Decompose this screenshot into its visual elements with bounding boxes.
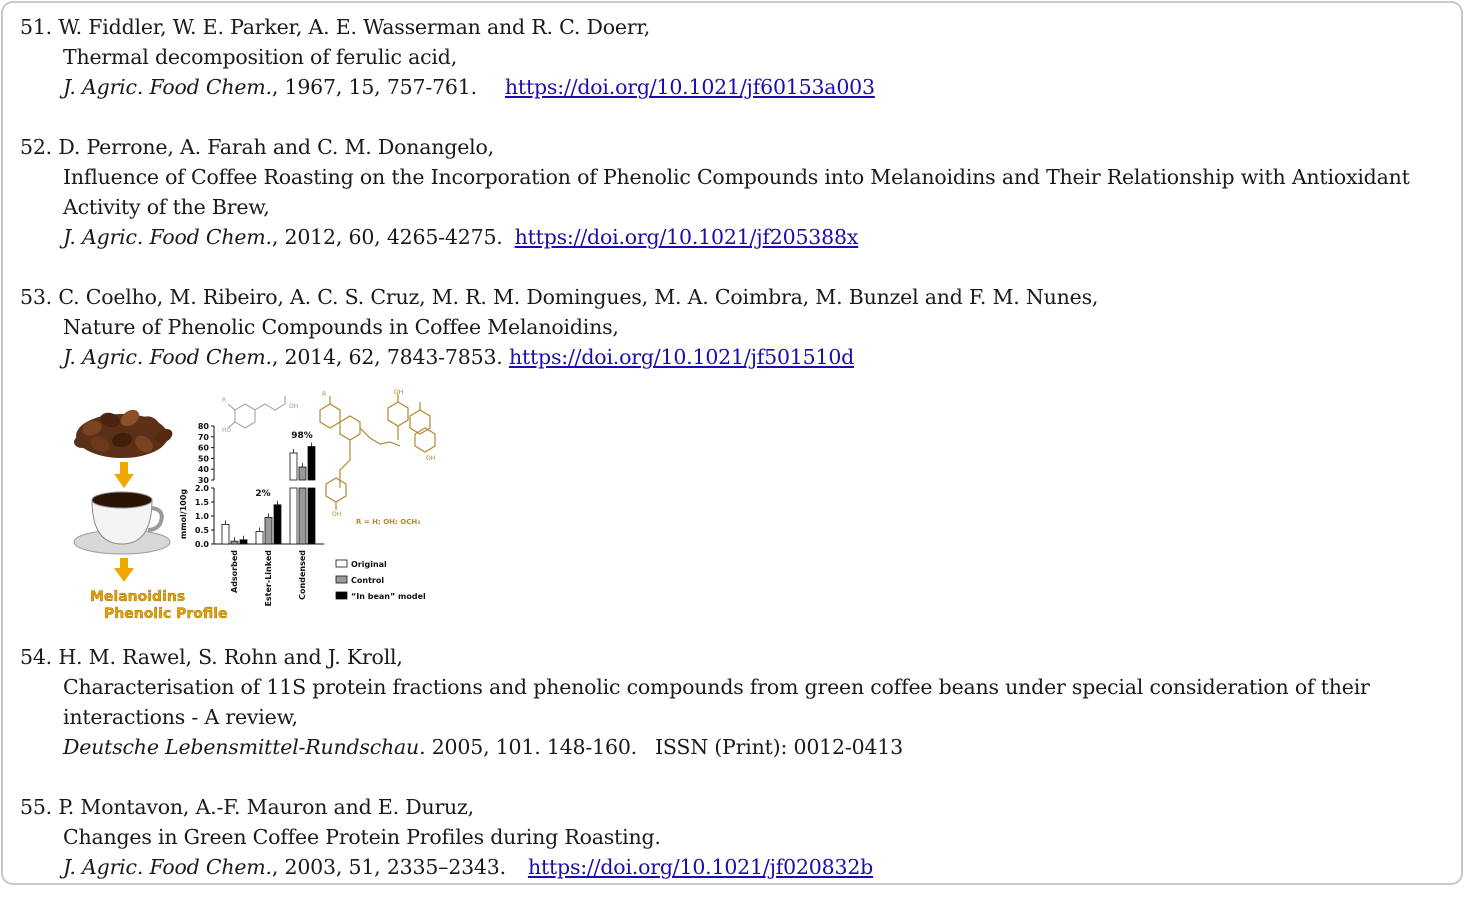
ref-authors: H. M. Rawel, S. Rohn and J. Kroll, (58, 645, 403, 669)
tick-label: 60 (197, 443, 209, 453)
reference-55 (20, 792, 873, 882)
tick-label: 2.0 (194, 484, 209, 493)
bar-condensed-0 (290, 453, 297, 480)
ref-number: 51. (20, 15, 53, 39)
structure-label: OH (332, 511, 342, 518)
category-label: Ester-Linked (264, 550, 273, 607)
bar-condensed-1 (299, 467, 306, 480)
tick-label: 50 (197, 454, 209, 464)
ref-authors: W. Fiddler, W. E. Parker, A. E. Wasserman and R. C. Doerr, (58, 15, 651, 39)
ref-journal: J. Agric. Food Chem. (63, 75, 272, 99)
ref-authors: C. Coelho, M. Ribeiro, A. C. S. Cruz, M. R. M. Domingues, M. A. Coimbra, M. Bunzel and F. M. Nunes, (58, 285, 1099, 309)
ferulic-acid-structure (228, 396, 285, 428)
legend-swatch (336, 560, 347, 567)
ref-title: Thermal decomposition of ferulic acid, (63, 45, 458, 69)
structure-label: OH (426, 455, 436, 462)
caption-phenolic-profile: Phenolic Profile (104, 606, 228, 622)
ref-title: Nature of Phenolic Compounds in Coffee Melanoidins, (63, 315, 619, 339)
structure-label: OH (394, 389, 404, 396)
annotation-ester: 2% (255, 489, 271, 499)
arrow-down-icon (114, 558, 134, 582)
ref-details: . 2005, 101. 148-160. (419, 735, 637, 759)
tick-label: 1.0 (194, 512, 209, 521)
tick-label: 70 (197, 432, 209, 442)
doi-link[interactable]: https://doi.org/10.1021/jf60153a003 (504, 75, 875, 99)
bar-condensed-0-lower (290, 488, 297, 544)
bar-condensed-2-lower (308, 488, 315, 544)
bar-adsorbed-0 (222, 524, 229, 544)
lower-tick-labels (195, 484, 214, 549)
bar-chart (179, 422, 426, 607)
doi-link[interactable]: https://doi.org/10.1021/jf020832b (527, 855, 874, 879)
ref-journal: J. Agric. Food Chem. (63, 345, 272, 369)
legend-label: Control (351, 576, 385, 585)
ref-journal: J. Agric. Food Chem. (63, 855, 272, 879)
legend-label: Original (351, 560, 387, 569)
ref-title: Influence of Coffee Roasting on the Incorporation of Phenolic Compounds into Melanoidins and Their Relationship with Antioxidant Activity of the Brew, (63, 165, 1410, 219)
ref-authors: D. Perrone, A. Farah and C. M. Donangelo, (58, 135, 494, 159)
ref-details: , 2012, 60, 4265-4275. (271, 225, 503, 249)
reference-52 (20, 132, 1443, 252)
structure-label: HO (222, 427, 232, 434)
chemical-label: R = H; OH; OCH₃ (356, 518, 421, 526)
ref-details: , 1967, 15, 757-761. (271, 75, 477, 99)
caption-melanoidins: Melanoidins (90, 589, 186, 605)
bar-ester-linked-1 (265, 517, 272, 544)
doi-link[interactable]: https://doi.org/10.1021/jf205388x (514, 225, 859, 249)
condensed-phenolics-structure (320, 394, 435, 510)
legend-swatch (336, 592, 347, 599)
category-label: Adsorbed (230, 550, 239, 593)
coffee-cup-image (74, 492, 170, 554)
ref-details: , 2003, 51, 2335–2343. (271, 855, 506, 879)
y-axis-label: mmol/100g (179, 488, 188, 540)
reference-51 (20, 12, 875, 102)
bar-ester-linked-0 (256, 531, 263, 544)
ref-number: 53. (20, 285, 53, 309)
legend (336, 560, 426, 601)
tick-label: 1.5 (194, 498, 209, 507)
ref-title: Characterisation of 11S protein fractions and phenolic compounds from green coffee beans under special consideration of their interactions - A review, (63, 675, 1370, 729)
structure-label: OH (289, 403, 299, 410)
structure-label: R (222, 397, 227, 404)
bar-adsorbed-1 (231, 541, 238, 544)
ref-journal: Deutsche Lebensmittel-Rundschau (63, 735, 420, 759)
upper-tick-labels (198, 422, 214, 485)
ref-number: 54. (20, 645, 53, 669)
arrow-down-icon (114, 462, 134, 488)
bar-adsorbed-2 (240, 540, 247, 544)
ref-issn: ISSN (Print): 0012-0413 (654, 735, 903, 759)
ref-number: 55. (20, 795, 53, 819)
ref-title: Changes in Green Coffee Protein Profiles during Roasting. (63, 825, 661, 849)
category-labels (230, 550, 307, 607)
bar-condensed-2 (308, 447, 315, 480)
category-label: Condensed (298, 550, 307, 600)
tick-label: 0.0 (194, 540, 209, 549)
ref-details: , 2014, 62, 7843-7853. (271, 345, 503, 369)
reference-54 (20, 642, 1443, 762)
annotation-condensed: 98% (291, 431, 313, 441)
bar-condensed-1-lower (299, 488, 306, 544)
tick-label: 80 (197, 422, 209, 431)
graphical-abstract (70, 388, 445, 626)
legend-label: “In bean” model (351, 592, 426, 601)
ref-number: 52. (20, 135, 53, 159)
reference-53 (20, 282, 1098, 372)
structure-label: R (322, 391, 327, 398)
tick-label: 0.5 (194, 526, 209, 535)
doi-link[interactable]: https://doi.org/10.1021/jf501510d (508, 345, 855, 369)
bar-ester-linked-2 (274, 505, 281, 544)
ref-authors: P. Montavon, A.-F. Mauron and E. Duruz, (58, 795, 474, 819)
ref-journal: J. Agric. Food Chem. (63, 225, 272, 249)
coffee-beans-image (74, 407, 175, 458)
tick-label: 40 (197, 465, 209, 475)
tick-label: 30 (197, 476, 209, 485)
legend-swatch (336, 576, 347, 583)
